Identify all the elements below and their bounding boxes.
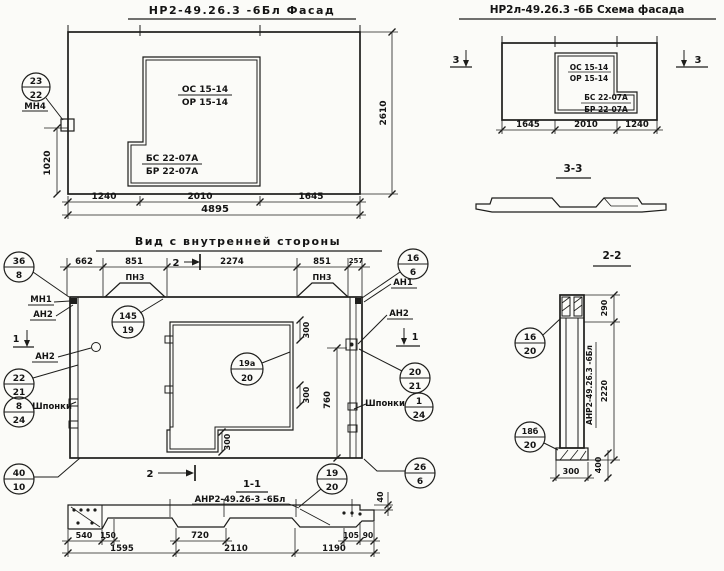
dim-1020: 1020 bbox=[43, 150, 53, 176]
section-1-1-dims bbox=[62, 519, 380, 557]
svg-text:257: 257 bbox=[348, 257, 364, 265]
svg-text:300: 300 bbox=[302, 321, 311, 339]
svg-text:ПН3: ПН3 bbox=[125, 273, 145, 282]
section-1-1 bbox=[62, 464, 393, 557]
loop-anchor-hatch bbox=[562, 297, 582, 316]
mn4-label: МН4 bbox=[24, 102, 46, 112]
svg-text:2: 2 bbox=[146, 469, 154, 480]
svg-text:2220: 2220 bbox=[600, 379, 609, 403]
svg-text:АН2: АН2 bbox=[35, 352, 55, 362]
svg-text:20: 20 bbox=[408, 368, 422, 378]
svg-text:300: 300 bbox=[223, 433, 232, 451]
section-2-marker-top bbox=[173, 254, 200, 270]
facade-view bbox=[22, 4, 398, 219]
svg-text:21: 21 bbox=[408, 382, 422, 392]
facade-top-ticks bbox=[68, 25, 360, 36]
facade-title: НР2-49.26.3 -6Бл Фасад bbox=[148, 4, 336, 17]
svg-text:36: 36 bbox=[12, 257, 26, 267]
svg-text:1: 1 bbox=[12, 334, 20, 345]
dim-760: 760 bbox=[323, 391, 333, 409]
inner-title: Вид с внутренней стороны bbox=[134, 235, 342, 248]
svg-text:6: 6 bbox=[416, 477, 424, 487]
svg-text:16: 16 bbox=[406, 254, 420, 264]
svg-text:26: 26 bbox=[413, 463, 427, 473]
dim-2010: 2010 bbox=[187, 192, 213, 202]
section-2-marker-bottom bbox=[147, 465, 195, 481]
svg-text:1240: 1240 bbox=[625, 120, 649, 130]
svg-text:22: 22 bbox=[29, 91, 43, 101]
svg-text:290: 290 bbox=[600, 299, 609, 317]
svg-text:2274: 2274 bbox=[220, 257, 244, 267]
svg-text:851: 851 bbox=[313, 257, 331, 267]
svg-text:2010: 2010 bbox=[574, 120, 598, 130]
svg-text:22: 22 bbox=[12, 374, 26, 384]
section-1-marker-left bbox=[13, 330, 34, 347]
svg-text:19: 19 bbox=[122, 326, 134, 336]
svg-text:ОС 15-14: ОС 15-14 bbox=[569, 63, 609, 72]
scheme-opening-outline bbox=[555, 53, 637, 113]
an1-label: АН1 bbox=[393, 278, 413, 288]
scheme-title: НР2л-49.26.3 -6Б Схема фасада bbox=[489, 4, 685, 16]
svg-text:1645: 1645 bbox=[516, 120, 540, 130]
facade-door-mark: БС 22-07А bbox=[145, 154, 199, 164]
inner-opening-outline bbox=[167, 322, 293, 452]
svg-text:6: 6 bbox=[409, 268, 417, 278]
svg-text:1190: 1190 bbox=[322, 544, 346, 554]
inner-right-callouts bbox=[354, 249, 435, 488]
section-3-3-profile bbox=[476, 198, 666, 212]
scheme-top-ticks bbox=[502, 36, 657, 47]
svg-text:БР 22-07А: БР 22-07А bbox=[584, 105, 628, 114]
svg-text:10: 10 bbox=[12, 483, 26, 493]
svg-text:300: 300 bbox=[562, 467, 580, 476]
section-2-2 bbox=[515, 250, 631, 482]
svg-text:1595: 1595 bbox=[110, 544, 134, 554]
scheme-dims bbox=[496, 120, 663, 134]
svg-text:23: 23 bbox=[29, 77, 43, 87]
svg-text:90: 90 bbox=[362, 531, 374, 540]
dim-2610: 2610 bbox=[379, 100, 389, 126]
svg-text:ПН3: ПН3 bbox=[312, 273, 332, 282]
svg-text:ОР 15-14: ОР 15-14 bbox=[181, 98, 229, 108]
svg-text:20: 20 bbox=[523, 441, 537, 451]
dim-1645: 1645 bbox=[298, 192, 324, 202]
dim-4895: 4895 bbox=[201, 204, 229, 215]
section-1-1-label: АНР2-49.26-3 -6Бл bbox=[194, 495, 286, 505]
rebar-dots bbox=[72, 508, 361, 524]
section-3-3-title: 3-3 bbox=[563, 163, 583, 175]
svg-text:19: 19 bbox=[325, 469, 339, 479]
facade-mn4-callout bbox=[22, 73, 74, 198]
svg-text:145: 145 bbox=[119, 312, 137, 322]
svg-text:БС 22-07А: БС 22-07А bbox=[584, 93, 628, 102]
inner-small-dims bbox=[219, 317, 348, 462]
mn1-label: МН1 bbox=[30, 295, 52, 305]
an2-label: АН2 bbox=[33, 310, 53, 320]
section-1-marker-right bbox=[396, 328, 420, 346]
svg-text:21: 21 bbox=[12, 388, 26, 398]
svg-text:2: 2 bbox=[172, 258, 180, 269]
svg-text:105: 105 bbox=[343, 531, 359, 540]
lifting-loops bbox=[105, 273, 348, 297]
facade-window-mark: ОС 15-14 bbox=[181, 85, 229, 95]
shponki-label-left: Шпонки bbox=[32, 402, 72, 412]
svg-text:300: 300 bbox=[302, 386, 311, 404]
svg-text:БР 22-07А: БР 22-07А bbox=[145, 167, 199, 177]
svg-text:1: 1 bbox=[415, 397, 423, 407]
facade-dims bbox=[62, 192, 366, 219]
section-2-2-title: 2-2 bbox=[602, 250, 622, 262]
svg-text:20: 20 bbox=[241, 374, 253, 384]
scheme-view bbox=[450, 4, 716, 134]
svg-text:24: 24 bbox=[412, 411, 426, 421]
svg-text:АН2: АН2 bbox=[389, 309, 409, 319]
svg-text:8: 8 bbox=[15, 402, 23, 412]
dim-1240: 1240 bbox=[91, 192, 117, 202]
svg-text:18б: 18б bbox=[521, 427, 539, 436]
svg-text:20: 20 bbox=[325, 483, 339, 493]
svg-text:16: 16 bbox=[523, 333, 537, 343]
svg-text:40: 40 bbox=[12, 469, 26, 479]
svg-text:540: 540 bbox=[75, 531, 93, 540]
svg-text:662: 662 bbox=[75, 257, 93, 267]
shponki-label-right: Шпонки bbox=[365, 399, 405, 409]
svg-text:400: 400 bbox=[594, 456, 603, 474]
svg-text:19а: 19а bbox=[238, 359, 256, 368]
svg-text:20: 20 bbox=[523, 347, 537, 357]
dim-40 bbox=[374, 491, 393, 516]
svg-text:150: 150 bbox=[100, 531, 116, 540]
svg-text:3: 3 bbox=[694, 55, 702, 66]
svg-text:8: 8 bbox=[15, 271, 23, 281]
svg-text:720: 720 bbox=[191, 531, 209, 541]
svg-text:24: 24 bbox=[12, 416, 26, 426]
svg-text:2110: 2110 bbox=[224, 544, 248, 554]
svg-text:3: 3 bbox=[452, 55, 460, 66]
svg-text:851: 851 bbox=[125, 257, 143, 267]
svg-text:ОР 15-14: ОР 15-14 bbox=[569, 74, 609, 83]
svg-text:40: 40 bbox=[376, 491, 385, 503]
bottom-key-block bbox=[556, 448, 588, 460]
section-2-2-label: АНР2-49.26.3 -6Бл bbox=[585, 345, 594, 425]
inner-view bbox=[4, 235, 435, 494]
section-3-3 bbox=[476, 163, 666, 212]
inner-field-callouts bbox=[112, 299, 290, 385]
svg-text:1: 1 bbox=[411, 332, 419, 343]
facade-height-dim bbox=[360, 29, 398, 198]
section-1-1-title: 1-1 bbox=[242, 479, 262, 490]
